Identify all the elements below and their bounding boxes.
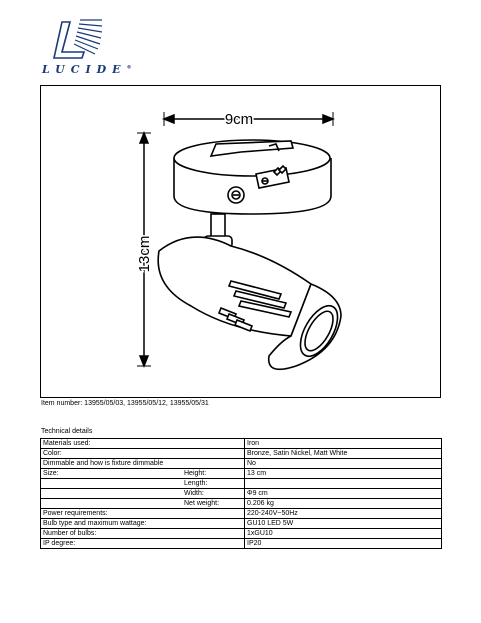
spec-value: 220-240V~50Hz <box>245 509 442 519</box>
table-row <box>41 509 442 519</box>
spec-sublabel <box>184 439 242 448</box>
spec-value: GU10 LED 5W <box>245 519 442 529</box>
technical-details-table <box>40 438 442 549</box>
table-row <box>41 439 442 449</box>
spec-label: Color: <box>43 450 62 457</box>
spec-sublabel: Width: <box>184 490 204 497</box>
spec-label: Dimmable and how is fixture dimmable <box>43 460 164 467</box>
spec-sublabel <box>184 529 242 538</box>
spec-value: 1xGU10 <box>245 529 442 539</box>
spec-value: Iron <box>245 439 442 449</box>
technical-drawing <box>41 86 440 397</box>
table-row <box>41 539 442 549</box>
spec-label: Materials used: <box>43 440 91 447</box>
spec-sublabel: Height: <box>184 470 207 477</box>
spec-sublabel: Net weight: <box>184 500 220 507</box>
spec-label: Power requirements: <box>43 510 108 517</box>
spec-value: Bronze, Satin Nickel, Matt White <box>245 449 442 459</box>
spec-label: Bulb type and maximum wattage: <box>43 520 147 527</box>
technical-details-title: Technical details <box>41 428 93 435</box>
spec-value: No <box>245 459 442 469</box>
technical-drawing-frame <box>40 85 441 398</box>
table-row <box>41 449 442 459</box>
table-row <box>41 479 442 489</box>
spec-value: 0.206 kg <box>245 499 442 509</box>
mounting-base <box>174 140 331 214</box>
spec-sublabel <box>184 539 242 548</box>
table-row <box>41 469 442 479</box>
spec-sublabel <box>184 459 242 468</box>
height-dimension-label: 13cm <box>136 235 153 273</box>
table-row <box>41 499 442 509</box>
spec-label: Number of bulbs: <box>43 530 97 537</box>
spec-value: IP20 <box>245 539 442 549</box>
spec-label: Size: <box>43 470 59 477</box>
spec-sublabel <box>184 519 242 528</box>
logo-wordmark: LUCIDE® <box>42 63 132 76</box>
table-row <box>41 489 442 499</box>
spec-value: Φ9 cm <box>245 489 442 499</box>
table-row <box>41 529 442 539</box>
table-row <box>41 519 442 529</box>
spec-sublabel <box>184 509 242 518</box>
spec-value: 13 cm <box>245 469 442 479</box>
spec-sublabel: Length: <box>184 480 208 487</box>
width-dimension-label: 9cm <box>224 111 254 128</box>
spot-head <box>158 237 345 369</box>
spec-label: IP degree: <box>43 540 76 547</box>
table-row <box>41 459 442 469</box>
spec-value <box>245 479 442 489</box>
spec-sublabel <box>184 449 242 458</box>
item-number: Item number: 13955/05/03, 13955/05/12, 13955/05/31 <box>41 400 209 407</box>
